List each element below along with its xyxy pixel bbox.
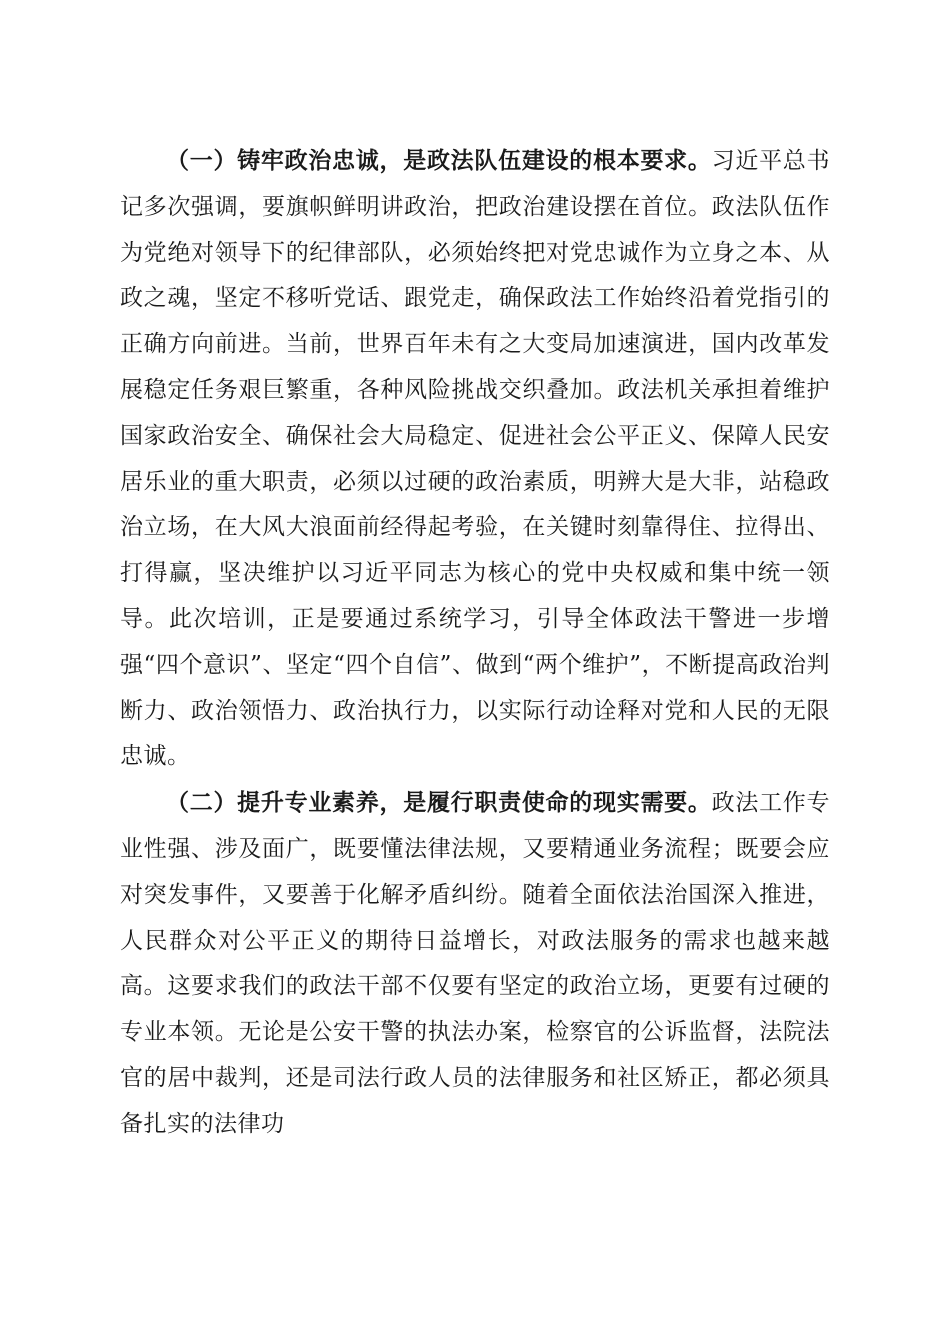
paragraph-heading: （二）提升专业素养，是履行职责使命的现实需要。 — [166, 789, 712, 817]
paragraph-text: 政法工作专业性强、涉及面广，既要懂法律法规，又要精通业务流程；既要会应对突发事件，又要善于化解矛盾纠纷。随着全面依法治国深入推进，人民群众对公平正义的期待日益增长，对政法服务的需求也越来越高。这要求我们的政法干部不仅要有坚定的政治立场，更要有过硬的专业本领。无论是公安干警的执法办案，检察官的公诉监督，法院法官的居中裁判，还是司法行政人员的法律服务和社区矫正，都必须具备扎实的法律功 — [120, 790, 831, 1137]
paragraph-political-loyalty — [120, 138, 830, 780]
document-body — [120, 138, 830, 1148]
paragraph-heading: （一）铸牢政治忠诚，是政法队伍建设的根本要求。 — [166, 147, 712, 174]
paragraph-professional-quality — [120, 780, 830, 1147]
paragraph-text: 习近平总书记多次强调，要旗帜鲜明讲政治，把政治建设摆在首位。政法队伍作为党绝对领导下的纪律部队，必须始终把对党忠诚作为立身之本、从政之魂，坚定不移听党话、跟党走，确保政法工作始终沿着党指引的正确方向前进。当前，世界百年未有之大变局加速演进，国内改革发展稳定任务艰巨繁重，各种风险挑战交织叠加。政法机关承担着维护国家政治安全、确保社会大局稳定、促进社会公平正义、保障人民安居乐业的重大职责，必须以过硬的政治素质，明辨大是大非，站稳政治立场，在大风大浪面前经得起考验，在关键时刻靠得住、拉得出、打得赢，坚决维护以习近平同志为核心的党中央权威和集中统一领导。此次培训，正是要通过系统学习，引导全体政法干警进一步增强“四个意识”、坚定“四个自信”、做到“两个维护”，不断提高政治判断力、政治领悟力、政治执行力，以实际行动诠释对党和人民的无限忠诚。 — [120, 148, 831, 770]
